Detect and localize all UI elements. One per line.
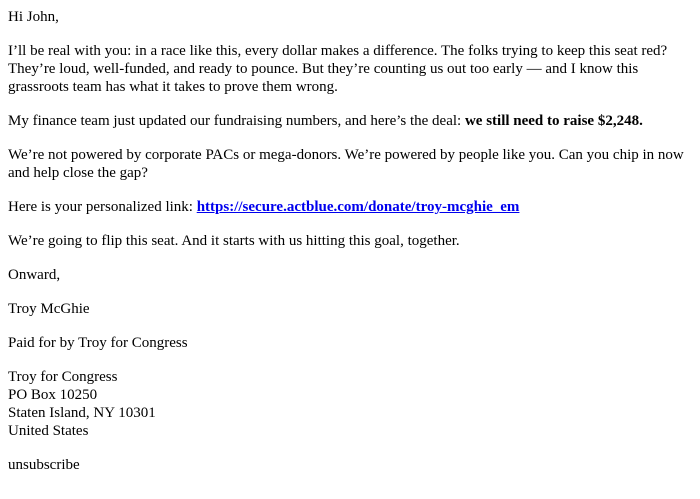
paragraph-intro: I’ll be real with you: in a race like this, every dollar makes a difference. The folks trying to keep this seat red? They’re loud, well-funded, and ready to pounce. But they’re counting us out too early — and I know this grassroots team has what it takes to prove them wrong.: [8, 43, 668, 95]
donate-link[interactable]: https://secure.actblue.com/donate/troy-mcghie_em: [196, 199, 520, 215]
fundraising-goal: we still need to raise $2,248.: [464, 113, 643, 129]
address-line-2: PO Box 10250: [8, 387, 98, 403]
fundraising-text: My finance team just updated our fundraising numbers, and here’s the deal:: [8, 113, 465, 129]
address-line-4: United States: [8, 423, 89, 439]
paid-for-disclaimer: Paid for by Troy for Congress: [8, 335, 188, 351]
address-line-3: Staten Island, NY 10301: [8, 405, 156, 421]
unsubscribe-paragraph: [8, 456, 692, 474]
paragraph-fundraising: [8, 112, 692, 130]
paragraph-closing: We’re going to flip this seat. And it starts with us hitting this goal, together.: [8, 233, 460, 249]
signoff: Onward,: [8, 267, 61, 283]
link-prefix: Here is your personalized link:: [8, 199, 197, 215]
signature: Troy McGhie: [8, 301, 90, 317]
paragraph-link: [8, 198, 692, 216]
unsubscribe-link[interactable]: unsubscribe: [8, 457, 80, 473]
mailing-address: [8, 368, 692, 440]
paragraph-appeal: We’re not powered by corporate PACs or mega-donors. We’re powered by people like you. Can you chip in now and help close the gap?: [8, 147, 684, 181]
greeting: Hi John,: [8, 9, 59, 25]
address-line-1: Troy for Congress: [8, 369, 118, 385]
